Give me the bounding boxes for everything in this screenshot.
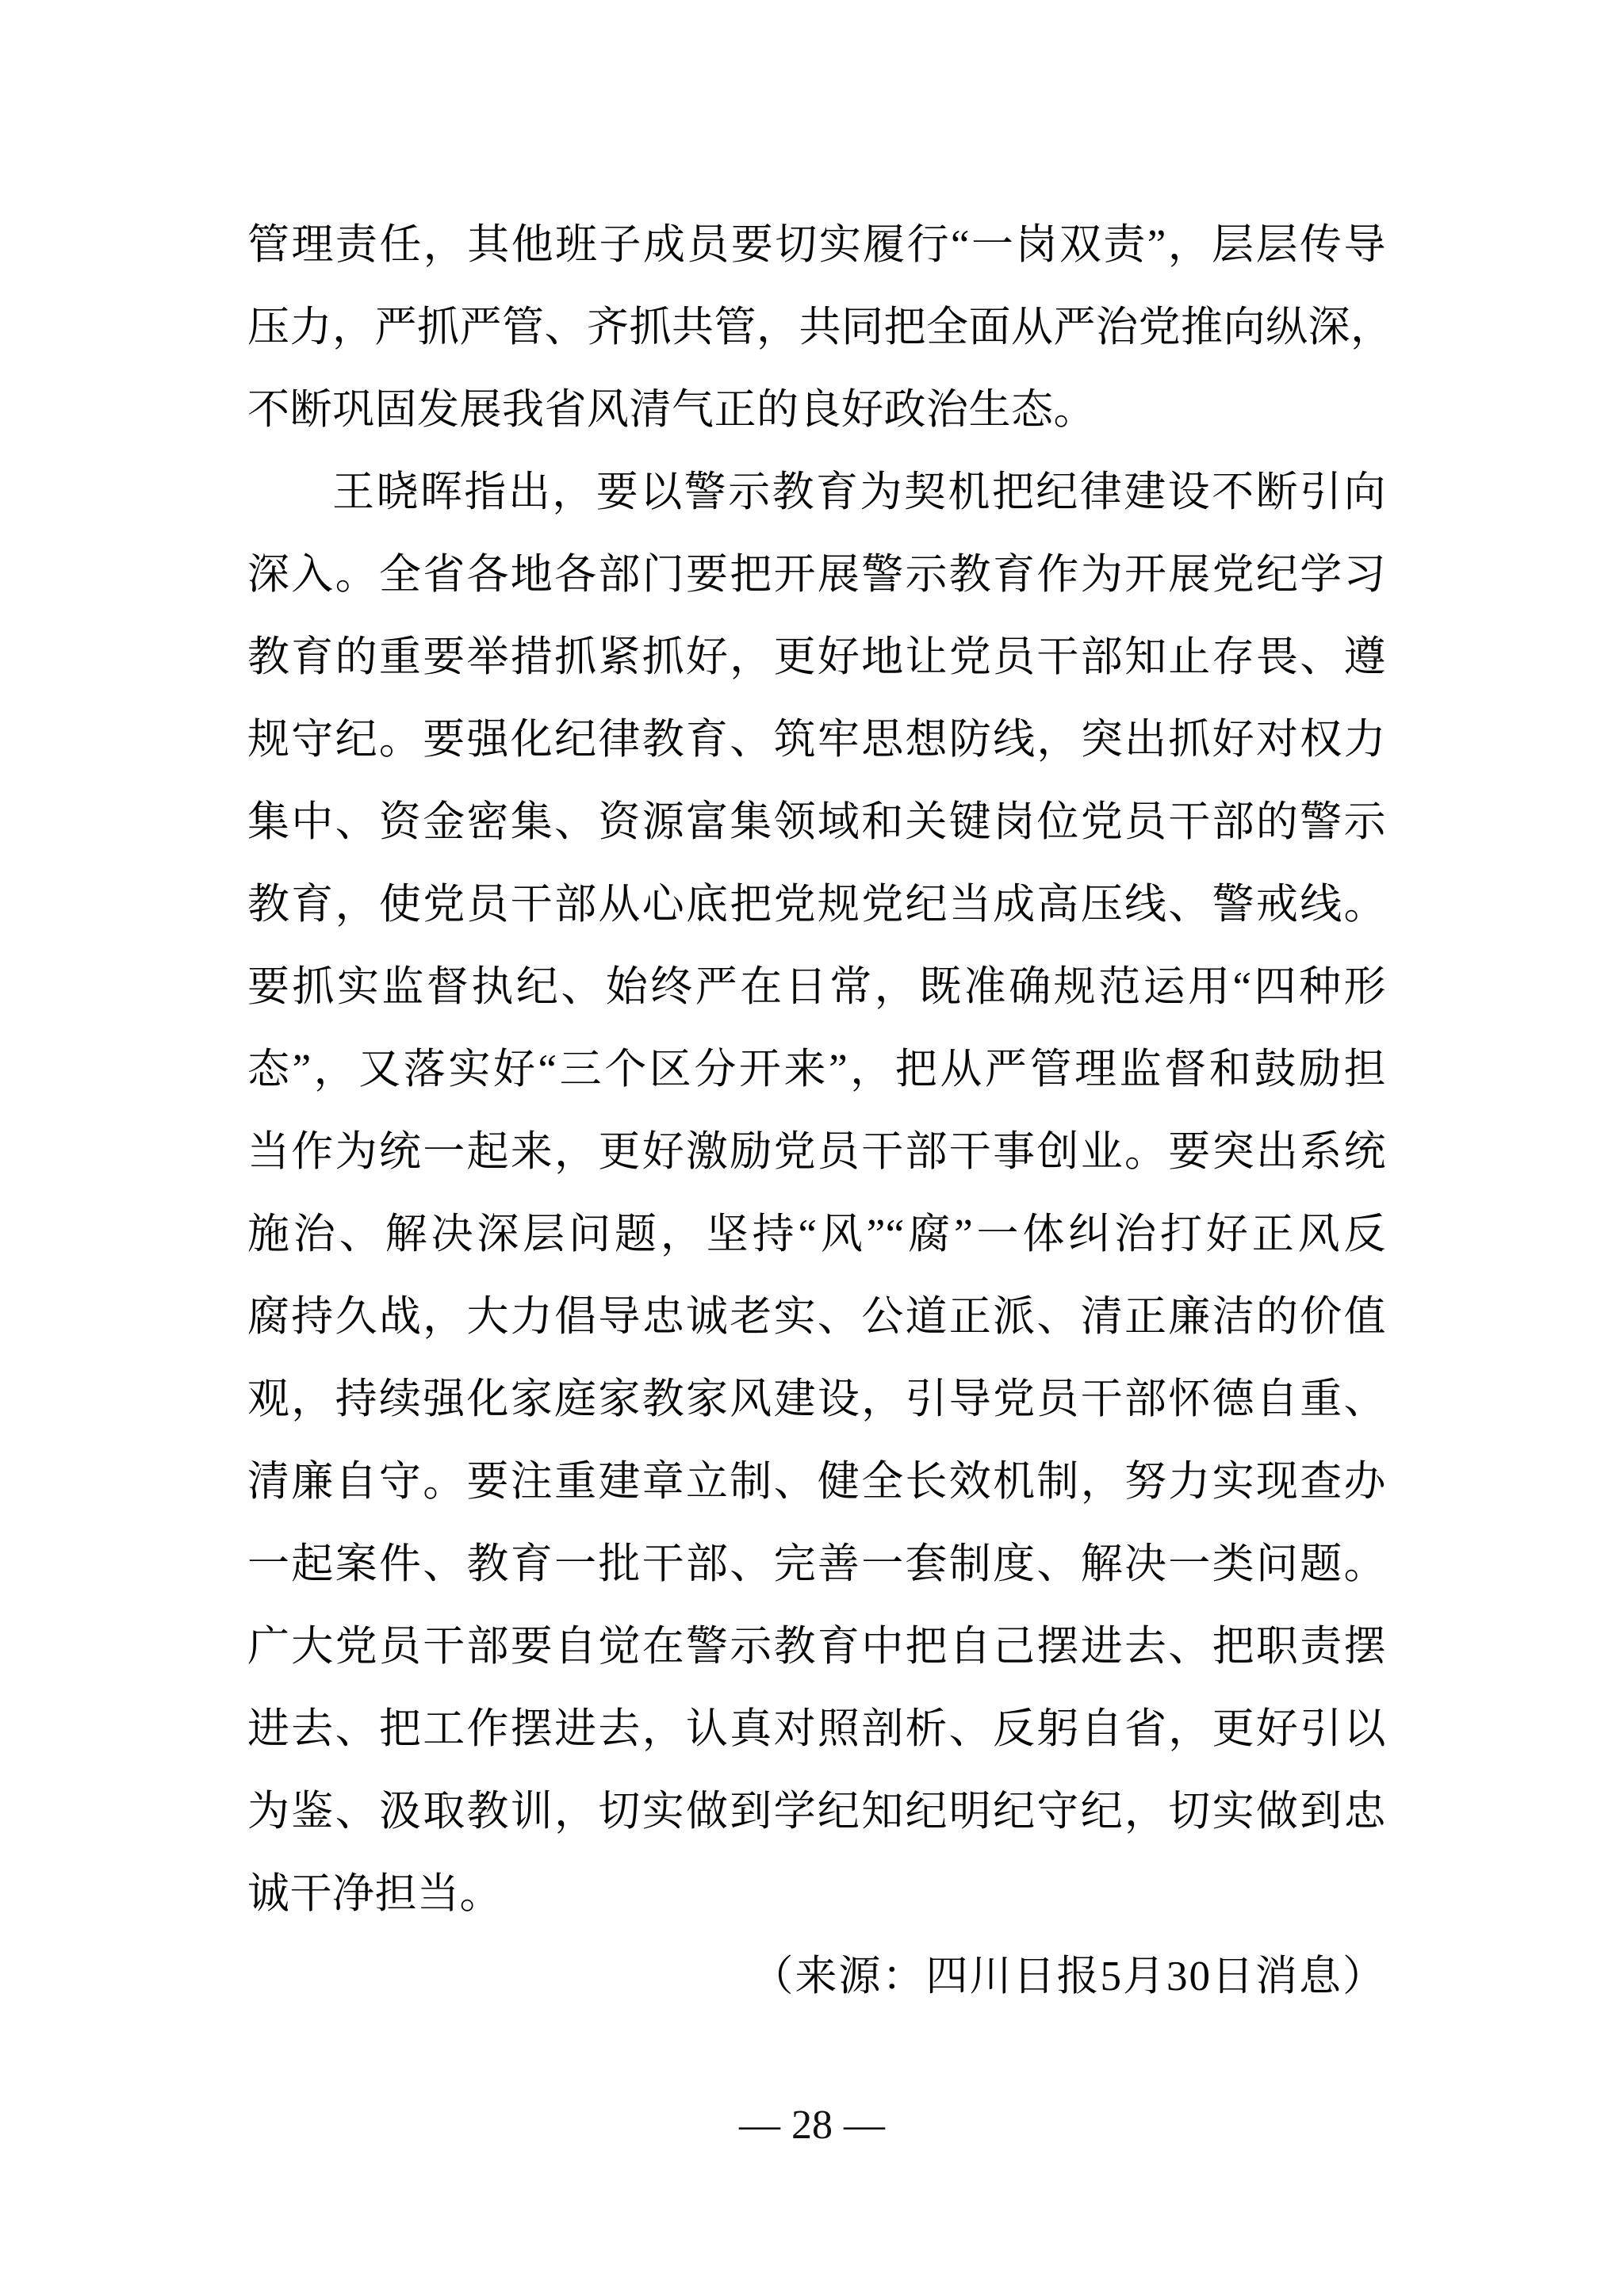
text-line: 要抓实监督执纪、始终严在日常，既准确规范运用“四种形 xyxy=(247,964,1386,1010)
text-line: 深入。全省各地各部门要把开展警示教育作为开展党纪学习 xyxy=(247,552,1386,598)
text-line: 进去、把工作摆进去，认真对照剖析、反躬自省，更好引以 xyxy=(247,1706,1386,1752)
footer-right-dash: — xyxy=(844,2103,885,2148)
page-number: 28 xyxy=(791,2103,833,2148)
text-line: 管理责任，其他班子成员要切实履行“一岗双责”，层层传导 xyxy=(247,222,1386,268)
text-line: 观，持续强化家庭家教家风建设，引导党员干部怀德自重、 xyxy=(247,1376,1386,1422)
text-line: 王晓晖指出，要以警示教育为契机把纪律建设不断引向 xyxy=(332,469,1386,515)
text-line: 为鉴、汲取教训，切实做到学纪知纪明纪守纪，切实做到忠 xyxy=(247,1789,1386,1835)
body-text xyxy=(247,204,1393,2018)
text-line: 集中、资金密集、资源富集领域和关键岗位党员干部的警示 xyxy=(247,799,1386,845)
text-line: 广大党员干部要自觉在警示教育中把自己摆进去、把职责摆 xyxy=(247,1624,1386,1670)
text-line: 施治、解决深层问题，坚持“风”“腐”一体纠治打好正风反 xyxy=(247,1211,1386,1257)
text-line: 腐持久战，大力倡导忠诚老实、公道正派、清正廉洁的价值 xyxy=(247,1294,1386,1340)
text-line: 清廉自守。要注重建章立制、健全长效机制，努力实现查办 xyxy=(247,1459,1386,1505)
text-line: 诚干净担当。 xyxy=(247,1871,502,1917)
text-line: 当作为统一起来，更好激励党员干部干事创业。要突出系统 xyxy=(247,1129,1386,1175)
text-line: 态”，又落实好“三个区分开来”，把从严管理监督和鼓励担 xyxy=(247,1047,1386,1093)
text-line: 一起案件、教育一批干部、完善一套制度、解决一类问题。 xyxy=(247,1541,1386,1587)
text-line: 压力，严抓严管、齐抓共管，共同把全面从严治党推向纵深， xyxy=(247,304,1393,350)
text-line: 不断巩固发展我省风清气正的良好政治生态。 xyxy=(247,387,1096,433)
page-footer xyxy=(0,2101,1624,2150)
text-line: 教育，使党员干部从心底把党规党纪当成高压线、警戒线。 xyxy=(247,882,1386,928)
source-attribution: （来源：四川日报5月30日消息） xyxy=(751,1954,1386,1999)
text-line: 规守纪。要强化纪律教育、筑牢思想防线，突出抓好对权力 xyxy=(247,717,1386,763)
text-line: 教育的重要举措抓紧抓好，更好地让党员干部知止存畏、遵 xyxy=(247,634,1386,680)
footer-left-dash: — xyxy=(739,2103,780,2148)
